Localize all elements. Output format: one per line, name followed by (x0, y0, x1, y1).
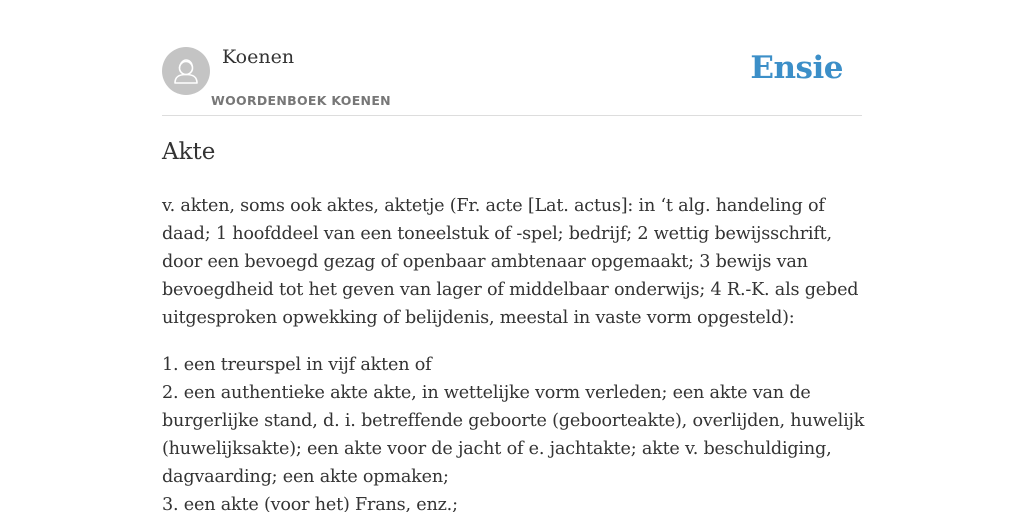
example-item: 1. een treurspel in vijf akten of (162, 355, 432, 375)
example-item: 3. een akte (voor het) Frans, enz.; (162, 495, 458, 512)
ensie-logo[interactable]: Ensie (750, 50, 843, 86)
entry-definition: v. akten, soms ook aktes, aktetje (Fr. acte [Lat. actus]: in ‘t alg. handeling of daad; 1 hoofddeel van een toneelstuk of -spel; bedrijf; 2 wettig bewijsschrift, door een bevoegd gezag of openbaar ambtenaar opgemaakt; 3 bewijs van bevoegdheid tot het geven van lager of middelbaar onderwijs; 4 R.-K. als gebed uitgesproken opwekking of belijdenis, meestal in vaste vorm opgesteld): (162, 196, 859, 328)
author-name[interactable]: Koenen (222, 46, 295, 68)
entry-title: Akte (162, 139, 216, 165)
example-item: 2. een authentieke akte akte, in wettelijke vorm verleden; een akte van de burgerlijke stand, d. i. betreffende geboorte (geboorteakte), overlijden, huwelijk (huwelijksakte); een akte voor de jacht of e. jachtakte; akte v. beschuldiging, dagvaarding; een akte opmaken; (162, 383, 865, 487)
entry-examples (162, 351, 872, 512)
user-avatar-icon[interactable] (162, 47, 210, 95)
header (162, 0, 862, 116)
source-name[interactable]: WOORDENBOEK KOENEN (211, 93, 391, 108)
article-container (162, 0, 865, 512)
